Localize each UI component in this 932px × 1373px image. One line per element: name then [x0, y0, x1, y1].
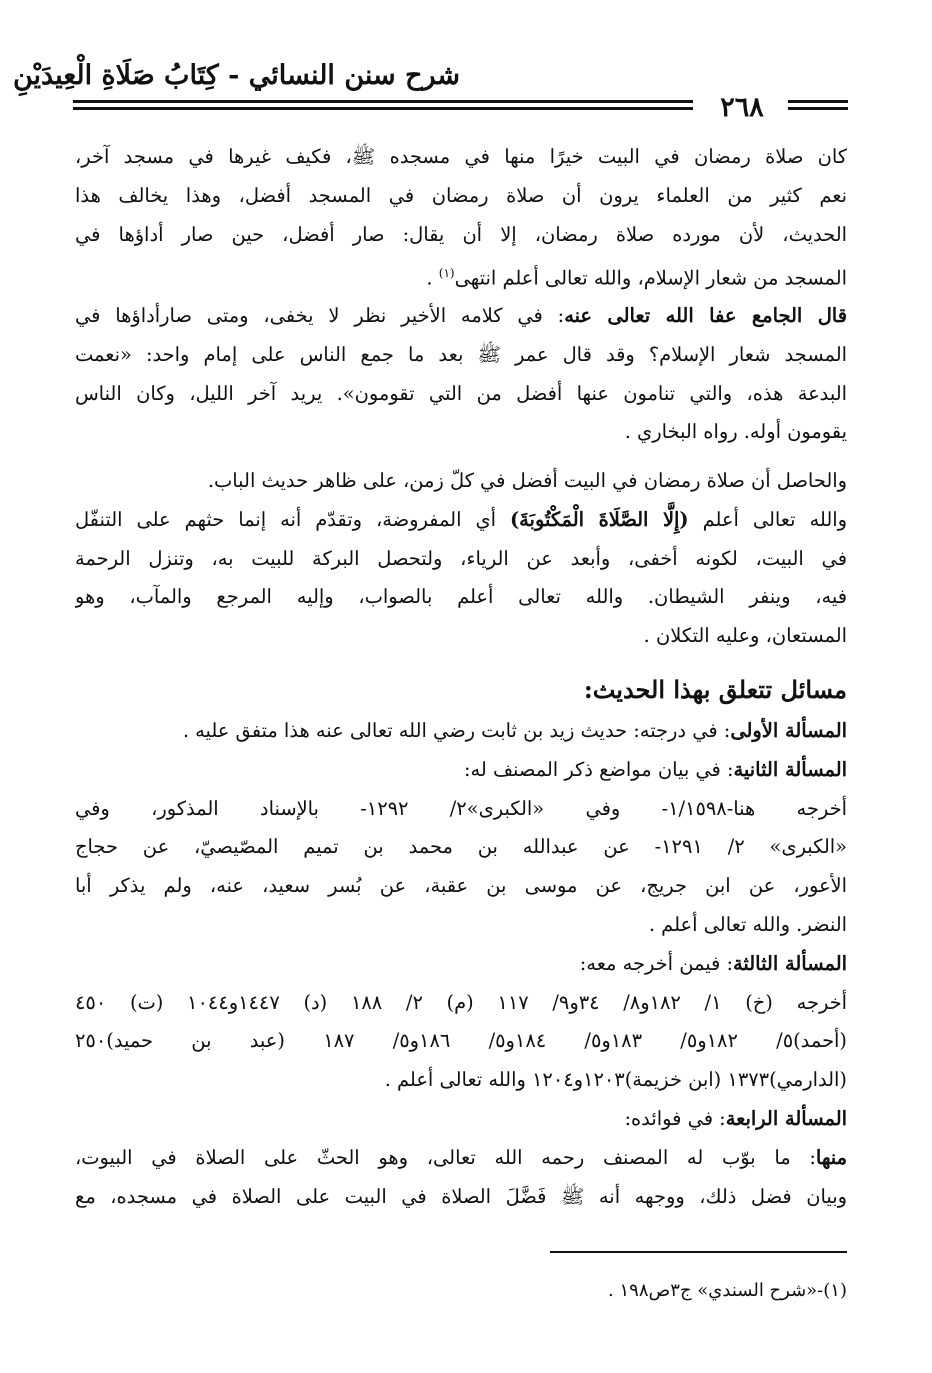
line-text: نعم كثير من العلماء يرون أن صلاة رمضان في المسجد أفضل، وهذا يخالف هذا — [75, 183, 847, 207]
line-text: : في درجته: حديث زيد بن ثابت رضي الله تعالى عنه هذا متفق عليه . — [182, 719, 731, 742]
bold-term: المسألة الرابعة — [725, 1106, 847, 1130]
text-line — [75, 177, 847, 216]
text-line — [75, 413, 847, 452]
line-text: والحاصل أن صلاة رمضان في البيت أفضل في كلّ زمن، على ظاهر حديث الباب. — [207, 469, 847, 492]
line-text: أخرجه هنا-١/١٥٩٨- وفي «الكبرى»٢/ ١٢٩٢- بالإسناد المذكور، وفي — [75, 796, 847, 820]
line-text: النضر. والله تعالى أعلم . — [648, 912, 847, 936]
text-line — [75, 945, 847, 984]
line-text: المسجد شعار الإسلام؟ وقد قال عمر ﷺ بعد ما جمع الناس على إمام واحد: «نعمت — [75, 342, 847, 366]
line-text: كان صلاة رمضان في البيت خيرًا منها في مسجده ﷺ، فكيف غيرها في مسجد آخر، — [75, 145, 847, 168]
text-line — [75, 297, 847, 336]
text-line — [75, 375, 847, 414]
bold-term: المسألة الأولى — [730, 719, 847, 742]
text-line — [75, 790, 847, 829]
header-rule-right-bottom — [788, 107, 848, 110]
bold-term: قال الجامع عفا الله تعالى عنه — [564, 304, 847, 327]
line-text: أخرجه (خ) ١/ ١٨٢و٨/ ٣٤و٩/ ١١٧ (م) ٢/ ١٨٨ (د) ١٤٤٧و١٠٤٤ (ت) ٤٥٠ — [75, 990, 847, 1014]
line-text: البدعة هذه، والتي تنامون عنها أفضل من التي تقومون». يريد آخر الليل، وكان الناس — [75, 381, 847, 405]
text-line — [75, 751, 847, 790]
text-line — [75, 216, 847, 255]
bold-term: (إِلَّا الصَّلَاةَ الْمَكْتُوبَةَ) — [509, 507, 689, 531]
line-text: الأعور، عن ابن جريج، عن موسى بن عقبة، عن بُسر سعيد، عنه، ولم يذكر أبا — [75, 874, 847, 898]
line-text: : في بيان مواضع ذكر المصنف له: — [463, 757, 734, 781]
text-line — [75, 254, 847, 293]
footnote-rule — [550, 1251, 847, 1253]
bold-term: المسألة الثانية — [733, 757, 847, 781]
line-text: فيه، وينفر الشيطان. والله تعالى أعلم بالصواب، وإليه المرجع والمآب، وهو — [75, 585, 847, 609]
text-line — [75, 867, 847, 906]
page-number: ٢٦٨ — [720, 92, 764, 123]
line-tail: . — [426, 266, 439, 290]
text-line — [75, 1139, 847, 1178]
text-line — [75, 1178, 847, 1217]
text-line — [75, 828, 847, 867]
text-line — [75, 540, 847, 579]
line-text: : فيمن أخرجه معه: — [579, 951, 734, 975]
footnote: (١)-«شرح السندي» ج٣ص١٩٨ . — [608, 1280, 847, 1301]
line-text: في البيت، لكونه أخفى، وأبعد عن الرياء، ولتحصل البركة للبيت به، وتنزل الرحمة — [75, 546, 847, 570]
text-line — [75, 1022, 847, 1061]
paragraph-1 — [75, 138, 847, 293]
bold-term: منها — [815, 1145, 847, 1169]
text-line — [75, 501, 847, 540]
line-text: المستعان، وعليه التكلان . — [643, 624, 847, 648]
text-line — [75, 1061, 847, 1100]
text-line — [75, 906, 847, 945]
header-rule-right-top — [788, 100, 848, 103]
line-prefix: والله تعالى أعلم — [688, 507, 847, 531]
line-text: الحديث، لأن مورده صلاة رمضان، إلا أن يقال: صار أفضل، حين صار أداؤها في — [75, 222, 847, 246]
text-line — [75, 984, 847, 1023]
header-rule-bottom — [73, 107, 693, 110]
line-text: : في فوائده: — [624, 1106, 726, 1130]
section-heading: مسائل تتعلق بهذا الحديث: — [583, 675, 847, 704]
line-text: وبيان فضل ذلك، ووجهه أنه ﷺ فَضَّلَ الصلاة في البيت على الصلاة في مسجده، مع — [75, 1184, 847, 1208]
line-text: : في كلامه الأخير نظر لا يخفى، ومتى صارأداؤها في — [75, 304, 565, 327]
text-line — [75, 336, 847, 375]
header-rule-top — [73, 100, 693, 103]
text-line — [75, 712, 847, 751]
paragraph-2 — [75, 297, 847, 452]
paragraph-issues — [75, 712, 847, 1216]
bold-term: المسألة الثالثة — [733, 951, 847, 975]
text-line — [75, 462, 847, 501]
line-text: (أحمد)٥/ ١٨٢و٥/ ١٨٣و٥/ ١٨٤و٥/ ١٨٦و٥/ ١٨٧ (عبد بن حميد)٢٥٠ — [75, 1029, 847, 1053]
line-text: يقومون أوله. رواه البخاري . — [624, 420, 847, 444]
text-line — [75, 138, 847, 177]
text-line — [75, 578, 847, 617]
text-line — [75, 617, 847, 656]
line-text: : ما بوّب له المصنف رحمه الله تعالى، وهو الحثّ على الصلاة في البيوت، — [75, 1145, 816, 1169]
line-text: أي المفروضة، وتقدّم أنه إنما حثهم على التنفّل — [75, 507, 510, 531]
line-text: المسجد من شعار الإسلام، والله تعالى أعلم انتهى — [454, 266, 847, 290]
line-text: «الكبرى» ٢/ ١٢٩١- عن عبدالله بن محمد بن تميم المصّيصيّ، عن حجاج — [75, 835, 847, 859]
text-line — [75, 1100, 847, 1139]
paragraph-3 — [75, 462, 847, 656]
line-text: (الدارمي)١٣٧٣ (ابن خزيمة)١٢٠٣و١٢٠٤ والله تعالى أعلم . — [384, 1068, 847, 1092]
footnote-ref: (١) — [438, 266, 455, 281]
running-header-title: شرح سنن النسائي - كِتَابُ صَلَاةِ الْعِيدَيْنِ — [12, 60, 460, 91]
